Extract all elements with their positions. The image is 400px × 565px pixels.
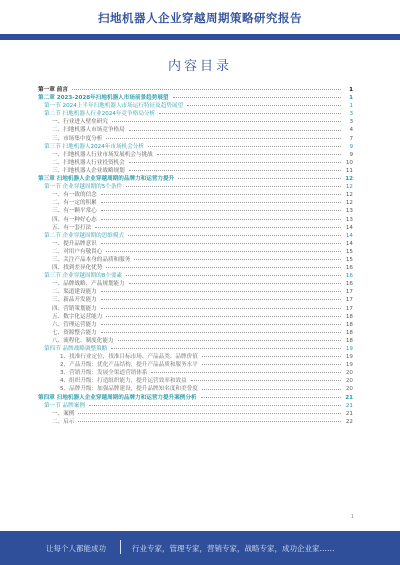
toc-entry-page: 3 [349, 119, 353, 126]
toc-entry-page: 17 [345, 297, 353, 304]
toc-entry[interactable] [38, 248, 353, 256]
toc-entry-page: 1 [349, 103, 353, 110]
toc-entry[interactable] [38, 224, 353, 232]
toc-entry[interactable] [38, 394, 353, 402]
toc-entry-page: 1 [349, 95, 353, 102]
footer-slogan: 让每个人都能成功 [46, 544, 106, 553]
toc-entry[interactable] [38, 110, 353, 118]
toc-entry-page: 12 [345, 200, 353, 207]
toc-leader-dots [129, 283, 341, 284]
toc-entry-title: 二、启示 [52, 418, 75, 425]
toc-leader-dots [112, 121, 341, 122]
toc-leader-dots [106, 138, 341, 139]
table-of-contents [38, 86, 353, 426]
toc-entry-title: 第一节 2024上半年扫地机器人市场运行特征及趋势展望 [44, 103, 184, 110]
toc-leader-dots [157, 154, 341, 155]
toc-leader-dots [101, 194, 341, 195]
toc-entry[interactable] [38, 402, 353, 410]
toc-entry[interactable] [38, 345, 353, 353]
toc-entry-page: 16 [345, 281, 353, 288]
toc-leader-dots [134, 259, 341, 260]
toc-entry[interactable] [38, 94, 353, 102]
toc-leader-dots [101, 210, 341, 211]
toc-entry-title: 1、找准行业定位，找准目标市场、产品品类、品牌价值 [60, 354, 198, 361]
toc-entry-page: 18 [345, 321, 353, 328]
toc-leader-dots [129, 162, 341, 163]
toc-entry-page: 13 [345, 208, 353, 215]
toc-entry-title: 四、有一种好心态 [52, 216, 97, 223]
toc-leader-dots [202, 389, 341, 390]
toc-entry[interactable] [38, 418, 353, 426]
toc-entry-title: 第三节 企业穿越周期的8个要素 [44, 273, 123, 280]
toc-entry-page: 22 [345, 418, 353, 425]
toc-leader-dots [126, 275, 341, 276]
toc-entry[interactable] [38, 288, 353, 296]
toc-entry-title: 二、有一定的积累 [52, 200, 97, 207]
toc-leader-dots [178, 178, 341, 179]
report-header [0, 0, 400, 40]
toc-entry[interactable] [38, 118, 353, 126]
toc-leader-dots [202, 364, 341, 365]
toc-entry-page: 7 [349, 135, 353, 142]
toc-entry[interactable] [38, 377, 353, 385]
toc-entry-page: 18 [345, 329, 353, 336]
toc-entry-page: 9 [349, 151, 353, 158]
toc-leader-dots [173, 97, 341, 98]
toc-entry-page: 10 [345, 159, 353, 166]
toc-entry-page: 14 [345, 232, 353, 239]
toc-entry-page: 21 [345, 410, 353, 417]
toc-entry-title: 二、对用户有敬畏心 [52, 248, 103, 255]
toc-entry[interactable] [38, 143, 353, 151]
toc-leader-dots [187, 105, 341, 106]
toc-entry-title: 第二章 2023-2028年扫地机器人市场前景趋势展望 [38, 95, 169, 102]
toc-entry-title: 四、找到差异化优势 [52, 265, 103, 272]
toc-entry-page: 3 [349, 111, 353, 118]
toc-leader-dots [101, 324, 341, 325]
toc-entry[interactable] [38, 410, 353, 418]
toc-leader-dots [101, 332, 341, 333]
toc-leader-dots [101, 243, 341, 244]
toc-entry-page: 12 [345, 184, 353, 191]
toc-entry[interactable] [38, 361, 353, 369]
toc-entry-title: 八、流程化、制度化能力 [52, 337, 114, 344]
footer-divider [120, 540, 121, 554]
toc-entry-page: 12 [345, 176, 353, 183]
toc-entry-title: 第四章 扫地机器人企业穿越周期的品牌力和运营力提升案例分析 [38, 394, 197, 401]
toc-entry-title: 第三节 扫地机器人2024年市场机会分析 [44, 143, 144, 150]
toc-entry-title: 六、管理运营能力 [52, 321, 97, 328]
toc-leader-dots [106, 267, 341, 268]
page-number: 1 [350, 514, 354, 520]
toc-entry-title: 一、提升品牌意识 [52, 240, 97, 247]
report-title: 扫地机器人企业穿越周期策略研究报告 [98, 11, 302, 25]
toc-entry-title: 5、品牌升级：加强品牌建设，提升品牌知名度和美誉度 [60, 386, 198, 393]
toc-entry-title: 一、行业进入壁垒研究 [52, 119, 108, 126]
toc-entry[interactable] [38, 102, 353, 110]
toc-entry[interactable] [38, 256, 353, 264]
toc-entry[interactable] [38, 240, 353, 248]
toc-entry-page: 21 [345, 394, 353, 401]
toc-entry-page: 15 [345, 248, 353, 255]
toc-entry-title: 一、案例 [52, 410, 75, 417]
toc-entry-title: 2、产品升级：优化产品结构，提升产品品质和服务水平 [60, 362, 198, 369]
footer-tagline: 行业专家，管理专家，营销专家，战略专家，成功企业家…… [132, 544, 335, 553]
report-footer [0, 531, 400, 565]
toc-entry[interactable] [38, 151, 353, 159]
toc-entry-title: 一、有一致的信念 [52, 192, 97, 199]
toc-entry-page: 13 [345, 216, 353, 223]
toc-leader-dots [191, 380, 341, 381]
toc-entry-title: 一、扫地机器人行业市场发展机会与挑战 [52, 151, 153, 158]
toc-entry-page: 1 [349, 87, 353, 93]
toc-entry[interactable] [38, 86, 353, 94]
toc-entry-page: 14 [345, 224, 353, 231]
toc-entry[interactable] [38, 191, 353, 199]
toc-entry-title: 三、有一颗平常心 [52, 208, 97, 215]
toc-entry[interactable] [38, 305, 353, 313]
toc-entry-title: 三、新品开发能力 [52, 297, 97, 304]
toc-entry[interactable] [38, 313, 353, 321]
toc-leader-dots [148, 146, 341, 147]
toc-entry-page: 16 [345, 273, 353, 280]
toc-entry-title: 4、组织升级：打造组织能力，提升运营效率和效益 [60, 378, 187, 385]
toc-entry-title: 第二节 扫地机器人行业2024年竞争格局分析 [44, 111, 156, 118]
toc-entry[interactable] [38, 296, 353, 304]
toc-leader-dots [129, 130, 341, 131]
toc-leader-dots [129, 170, 341, 171]
toc-entry[interactable] [38, 167, 353, 175]
toc-entry-title: 第四节 品牌战略调整策略 [44, 346, 108, 352]
toc-entry[interactable] [38, 369, 353, 377]
page-title: 内容目录 [167, 59, 232, 74]
toc-entry-title: 三、市场集中度分析 [52, 135, 103, 142]
toc-entry-title: 3、营销升级：发展全渠道营销体系 [60, 370, 148, 377]
toc-leader-dots [101, 219, 341, 220]
toc-leader-dots [159, 113, 341, 114]
toc-entry-page: 17 [345, 289, 353, 296]
toc-leader-dots [202, 356, 341, 357]
toc-entry-page: 12 [345, 192, 353, 199]
toc-entry[interactable] [38, 159, 353, 167]
toc-leader-dots [101, 291, 341, 292]
toc-entry[interactable] [38, 135, 353, 143]
toc-leader-dots [89, 405, 341, 406]
toc-entry-title: 二、扫地机器人行业投资机会 [52, 159, 125, 166]
toc-entry-page: 20 [345, 370, 353, 377]
toc-leader-dots [118, 340, 341, 341]
toc-entry-page: 4 [349, 127, 353, 134]
toc-entry[interactable] [38, 126, 353, 134]
toc-entry-title: 二、渠道建设能力 [52, 289, 97, 296]
toc-entry[interactable] [38, 175, 353, 183]
toc-entry-title: 第一节 品牌案例 [44, 402, 85, 409]
toc-entry-title: 七、资源整合能力 [52, 329, 97, 336]
toc-entry-page: 9 [349, 143, 353, 150]
toc-entry-page: 14 [345, 240, 353, 247]
toc-entry[interactable] [38, 385, 353, 393]
toc-leader-dots [106, 316, 341, 317]
toc-entry-page: 19 [345, 346, 353, 352]
toc-entry[interactable] [38, 199, 353, 207]
toc-entry-title: 第三章 扫地机器人企业穿越周期的品牌力和运营力提升 [38, 176, 175, 183]
toc-entry[interactable] [38, 207, 353, 215]
toc-entry-title: 三、关注产品本身的品质和服务 [52, 256, 131, 263]
toc-entry-title: 三、扫地机器人企业战略规划 [52, 167, 125, 174]
toc-leader-dots [78, 421, 341, 422]
toc-entry-page: 21 [345, 402, 353, 409]
toc-entry[interactable] [38, 280, 353, 288]
toc-entry-page: 20 [345, 378, 353, 385]
toc-leader-dots [128, 235, 341, 236]
toc-leader-dots [95, 227, 341, 228]
toc-entry[interactable] [38, 232, 353, 240]
toc-leader-dots [101, 202, 341, 203]
toc-entry-title: 二、扫地机器人市场竞争格局 [52, 127, 125, 134]
toc-entry-title: 五、数字化运营能力 [52, 313, 103, 320]
toc-leader-dots [111, 348, 341, 349]
toc-leader-dots [201, 397, 341, 398]
toc-entry-title: 一、品牌战略、产品规划能力 [52, 281, 125, 288]
toc-leader-dots [106, 251, 341, 252]
toc-leader-dots [78, 413, 341, 414]
toc-entry[interactable] [38, 329, 353, 337]
toc-entry-page: 11 [345, 167, 353, 174]
toc-entry-page: 17 [345, 305, 353, 312]
toc-entry-page: 20 [345, 386, 353, 393]
toc-entry-title: 五、有一套打法 [52, 224, 92, 231]
toc-entry-title: 第一节 企业穿越周期的5个条件 [44, 184, 123, 191]
toc-entry[interactable] [38, 216, 353, 224]
toc-entry-page: 16 [345, 265, 353, 272]
toc-entry-page: 19 [345, 362, 353, 369]
toc-entry-page: 18 [345, 313, 353, 320]
toc-leader-dots [101, 308, 341, 309]
toc-entry-page: 15 [345, 256, 353, 263]
toc-entry-title: 第一章 前言 [38, 87, 68, 93]
toc-entry-page: 19 [345, 354, 353, 361]
toc-entry-title: 第二节 企业穿越周期的思维模式 [44, 232, 125, 239]
toc-leader-dots [151, 372, 341, 373]
toc-entry[interactable] [38, 264, 353, 272]
toc-entry-title: 四、营销策划能力 [52, 305, 97, 312]
toc-entry[interactable] [38, 183, 353, 191]
toc-entry[interactable] [38, 321, 353, 329]
toc-leader-dots [72, 89, 341, 90]
toc-entry-page: 18 [345, 337, 353, 344]
toc-leader-dots [101, 299, 341, 300]
toc-entry[interactable] [38, 337, 353, 345]
toc-entry[interactable] [38, 353, 353, 361]
toc-entry[interactable] [38, 272, 353, 280]
toc-leader-dots [126, 186, 341, 187]
